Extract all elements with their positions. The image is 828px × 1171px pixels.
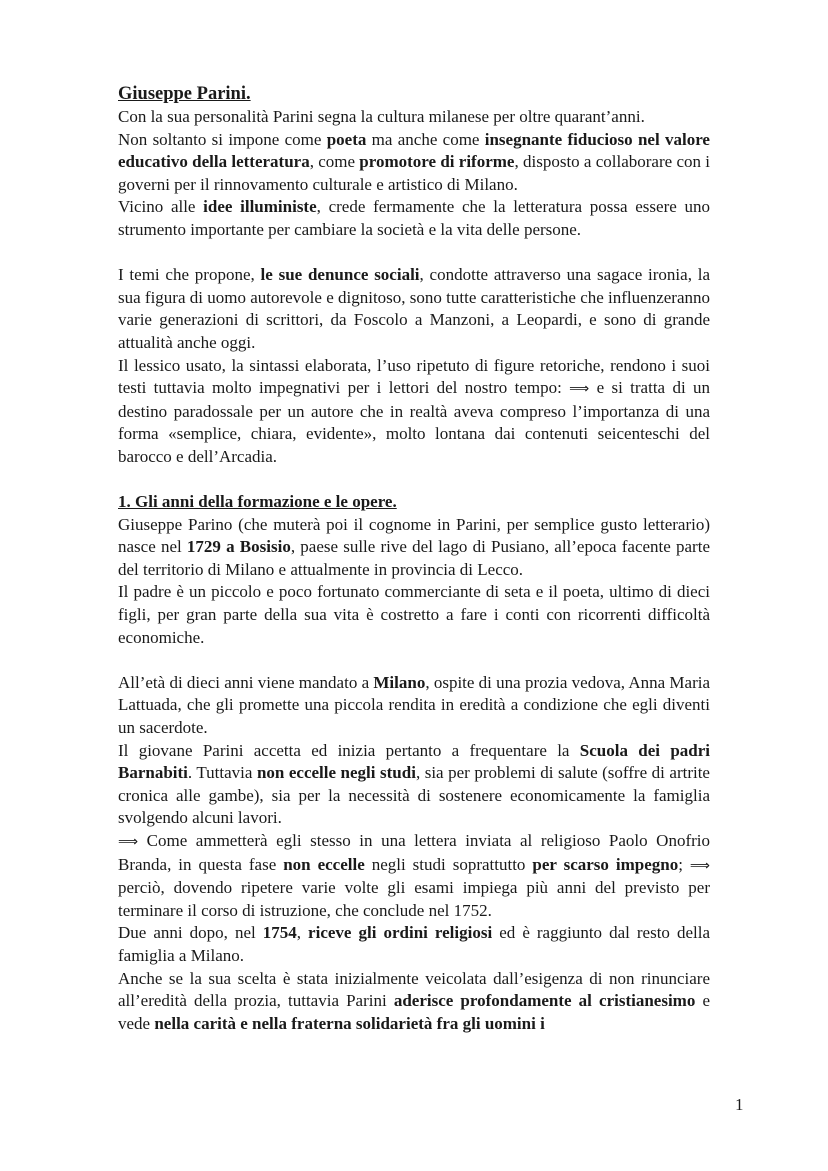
text-run: I temi che propone, [118, 265, 261, 285]
text-run: , disposto a collaborare con i governi per il rinnovamento culturale e artistico di Milano. [118, 152, 710, 194]
bold-text: Scuola dei padri Barnabiti [118, 740, 710, 783]
paragraph [118, 672, 710, 740]
page-title: Giuseppe Parini. [118, 84, 251, 104]
text-run: , sia per problemi di salute (soffre di artrite cronica alle gambe), sia per la necessità di sostenere economicamente la famiglia svolgendo alcuni lavori. [118, 763, 710, 828]
text-run: , ospite di una prozia vedova, Anna Maria Lattuada, che gli promette una piccola rendita in eredità a condizione che egli diventi un sacerdote. [118, 672, 710, 738]
text-run: , paese sulle rive del lago di Pusiano, all’epoca facente parte del territorio di Milano e attualmente in provincia di Lecco. [118, 537, 710, 579]
paragraph [118, 740, 710, 830]
paragraph [118, 264, 710, 354]
bold-text: per scarso impegno [532, 854, 679, 874]
text-run: ma anche come [366, 129, 485, 149]
paragraph: Il padre è un piccolo e poco fortunato commerciante di seta e il poeta, ultimo di dieci figli, per gran parte della sua vita è costretto a fare i conti con ricorrenti difficoltà economiche. [118, 582, 710, 647]
bold-text: riceve gli ordini religiosi [308, 923, 493, 943]
text-run: Due anni dopo, nel [118, 923, 263, 943]
paragraph [118, 129, 710, 197]
text-run: All’età di dieci anni viene mandato a [118, 672, 374, 692]
text-run: negli studi soprattutto [364, 854, 533, 874]
text-run: Il lessico usato, la sintassi elaborata, l’uso ripetuto di figure retoriche, rendono i suoi testi tuttavia molto impegnativi per i lettori del nostro tempo: [118, 355, 710, 398]
document-body [118, 82, 710, 1035]
section-heading: 1. Gli anni della formazione e le opere. [118, 492, 397, 512]
text-run: , condotte attraverso una sagace ironia, la sua figura di uomo autorevole e dignitoso, sono tutte caratteristiche che influenzeranno varie generazioni di scrittori, da Foscolo a Manzoni, a Leopardi, e sono di grande attualità anche oggi. [118, 265, 710, 352]
text-run: Come ammetterà egli stesso in una lettera inviata al religioso Paolo Onofrio Branda, in questa fase [118, 831, 710, 874]
arrow-right-icon: ⟹ [569, 381, 590, 398]
bold-text: idee illuministe [203, 197, 317, 217]
text-run: , crede fermamente che la letteratura possa essere uno strumento importante per cambiare la società e la vita delle persone. [118, 197, 710, 239]
paragraph [118, 514, 710, 582]
bold-text: insegnante fiducioso nel valore educativo della letteratura [118, 129, 710, 172]
text-run: e vede [118, 991, 711, 1033]
bold-text: nella carità e nella fraterna solidarietà fra gli uomini i [154, 1013, 545, 1033]
paragraph: Con la sua personalità Parini segna la cultura milanese per oltre quarant’anni. [118, 107, 645, 126]
spacer [118, 469, 710, 492]
spacer [118, 242, 710, 265]
text-run: Non soltanto si impone come [118, 129, 327, 149]
bold-text: 1754 [262, 923, 297, 943]
text-run: perciò, dovendo ripetere varie volte gli esami impiega più anni del previsto per terminare il corso di istruzione, che conclude nel 1752. [118, 878, 710, 920]
text-run: , come [309, 152, 360, 172]
text-run: ; [678, 854, 690, 874]
spacer [118, 649, 710, 672]
bold-text: promotore di riforme [359, 152, 515, 172]
bold-text: poeta [326, 129, 367, 149]
bold-text: non eccelle negli studi [256, 763, 416, 783]
bold-text: 1729 a Bosisio [186, 537, 291, 557]
paragraph [118, 196, 710, 241]
bold-text: Milano [373, 672, 426, 692]
text-run: Vicino alle [118, 197, 204, 217]
paragraph [118, 922, 710, 967]
bold-text: aderisce profondamente al cristianesimo [393, 991, 696, 1011]
text-run: Giuseppe Parino (che muterà poi il cognome in Parini, per semplice gusto letterario) nasce nel [118, 514, 710, 557]
bold-text: le sue denunce sociali [260, 265, 420, 285]
text-run: Anche se la sua scelta è stata inizialmente veicolata dall’esigenza di non rinunciare all’eredità della prozia, tuttavia Parini [118, 968, 710, 1011]
text-run: e si tratta di un destino paradossale per un autore che in realtà aveva compreso l’importanza di una forma «semplice, chiara, evidente», molto lontana dai contenuti seicenteschi del barocco e dell’Arcadia. [118, 378, 711, 466]
paragraph [118, 355, 710, 469]
arrow-right-icon: ⟹ [118, 834, 139, 850]
paragraph [118, 830, 710, 922]
text-run: Il giovane Parini accetta ed inizia pertanto a frequentare la [118, 740, 580, 760]
page-number: 1 [735, 1095, 744, 1114]
paragraph [118, 968, 710, 1036]
arrow-right-icon: ⟹ [689, 857, 710, 874]
text-run: . Tuttavia [187, 763, 257, 783]
text-run: , [296, 923, 309, 943]
text-run: ed è raggiunto dal resto della famiglia a Milano. [118, 923, 711, 965]
bold-text: non eccelle [283, 854, 365, 874]
